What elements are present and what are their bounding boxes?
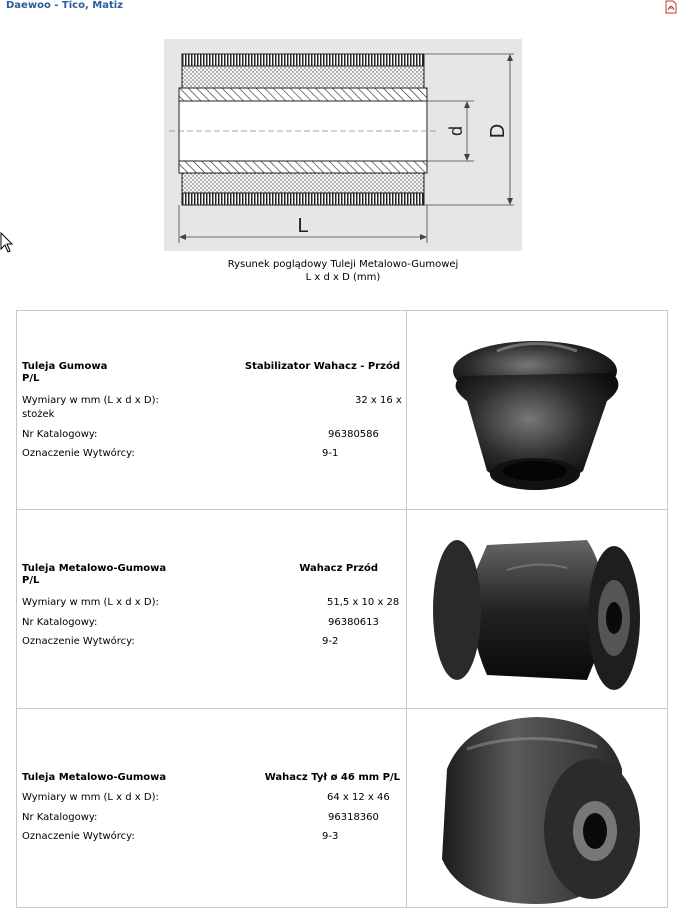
part-application: Stabilizator Wahacz - Przód (244, 361, 400, 372)
part-photo-cell (407, 709, 668, 908)
catalog-label: Nr Katalogowy: (22, 617, 98, 628)
maker-label: Oznaczenie Wytwórcy: (22, 831, 135, 842)
dims-label: Wymiary w mm (L x d x D): (22, 597, 159, 608)
part-photo[interactable] (407, 510, 667, 708)
part-name: Tuleja Metalowo-Gumowa (22, 772, 167, 783)
page-title[interactable]: Daewoo - Tico, Matiz (6, 0, 123, 11)
caption-line2: L x d x D (mm) (305, 272, 381, 283)
part-info-cell (17, 311, 407, 510)
dims-label: Wymiary w mm (L x d x D): (22, 792, 159, 803)
dims-extra: stożek (22, 409, 55, 420)
bushing-diagram (164, 39, 522, 251)
diagram-caption (164, 258, 522, 284)
dims-label: Wymiary w mm (L x d x D): (22, 395, 159, 406)
maker-value: 9-1 (322, 448, 339, 459)
label-d: d (446, 125, 466, 137)
catalog-value: 96318360 (328, 812, 379, 823)
pdf-icon[interactable] (664, 0, 678, 14)
mouse-cursor-icon (0, 232, 14, 254)
parts-table (16, 310, 668, 908)
dims-value: 64 x 12 x 46 (327, 792, 390, 803)
part-name: Tuleja Gumowa P/L (22, 361, 108, 384)
maker-value: 9-2 (322, 636, 339, 647)
label-D: D (487, 123, 509, 139)
dims-value: 51,5 x 10 x 28 (327, 597, 400, 608)
catalog-label: Nr Katalogowy: (22, 429, 98, 440)
maker-value: 9-3 (322, 831, 339, 842)
maker-label: Oznaczenie Wytwórcy: (22, 636, 135, 647)
part-info-cell (17, 709, 407, 908)
label-l: L (297, 215, 309, 237)
part-application: Wahacz Tył ø 46 mm P/L (264, 772, 400, 783)
table-row (17, 311, 668, 510)
part-photo[interactable] (407, 709, 667, 907)
part-name: Tuleja Metalowo-Gumowa P/L (22, 563, 167, 586)
catalog-value: 96380613 (328, 617, 379, 628)
catalog-label: Nr Katalogowy: (22, 812, 98, 823)
table-row (17, 709, 668, 908)
part-photo-cell (407, 311, 668, 510)
part-application: Wahacz Przód (299, 563, 378, 574)
maker-label: Oznaczenie Wytwórcy: (22, 448, 135, 459)
caption-line1: Rysunek poglądowy Tuleji Metalowo-Gumowej (227, 259, 459, 270)
dims-value: 32 x 16 x (355, 395, 402, 406)
catalog-value: 96380586 (328, 429, 379, 440)
part-photo[interactable] (407, 311, 667, 509)
part-photo-cell (407, 510, 668, 709)
table-row (17, 510, 668, 709)
part-info-cell (17, 510, 407, 709)
